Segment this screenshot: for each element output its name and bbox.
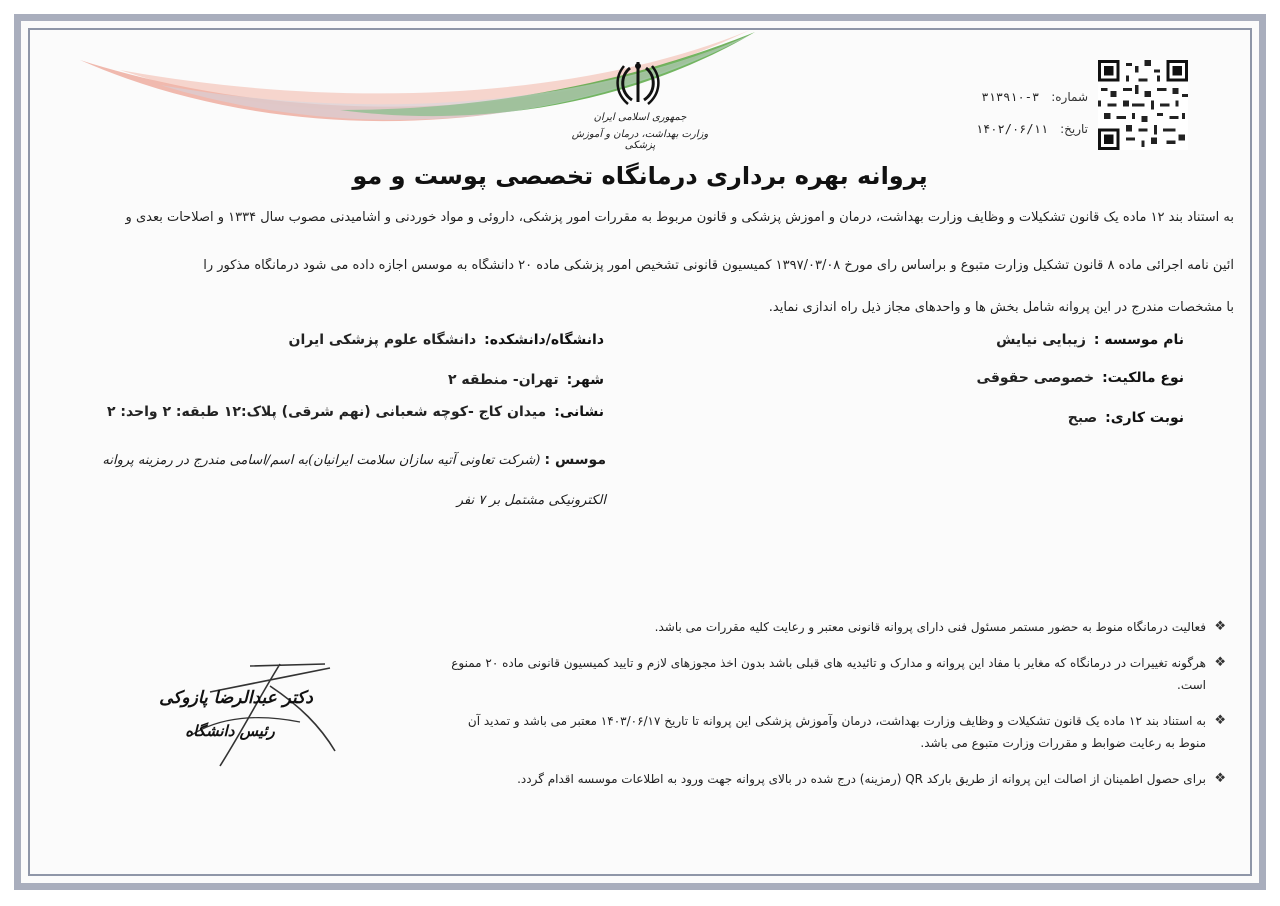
signature-scribble (150, 656, 340, 776)
note-text: برای حصول اطمینان از اصالت این پروانه از طریق بارکد QR (رمزینه) درج شده در بالای پروانه جهت ورود به اطلاعات موسسه اقدام گردد. (517, 772, 1206, 786)
city-value: تهران- منطقه ۲ (448, 372, 559, 388)
field-founder (100, 440, 606, 521)
note-item (440, 710, 1226, 754)
university-label: دانشگاه/دانشکده: (484, 332, 604, 348)
field-city (448, 372, 604, 388)
field-ownership-type (977, 370, 1184, 386)
letter-number-value: ۳-۳۱۳۹۱۰ (981, 90, 1040, 104)
note-text: هرگونه تغییرات در درمانگاه که مغایر با مفاد این پروانه و مدارک و تائیدیه های قبلی باشد بدون اخذ مجوزهای لازم و تایید کمیسیون قانونی ماده ۲۰ ممنوع است. (451, 656, 1206, 692)
city-label: شهر: (566, 372, 604, 388)
signatory-title: رئیس دانشگاه (185, 722, 275, 740)
work-shift-value: صبح (1067, 410, 1098, 426)
field-address (107, 404, 604, 420)
letter-number (960, 90, 1088, 104)
note-item (440, 768, 1226, 790)
founder-label: موسس : (544, 452, 606, 468)
ministry-name: وزارت بهداشت، درمان و آموزش پزشکی (571, 129, 709, 151)
field-work-shift (1068, 410, 1184, 426)
field-university (289, 332, 604, 348)
ownership-type-value: خصوصی حقوقی (976, 370, 1095, 386)
field-institute-name (996, 332, 1184, 348)
intro-line-3: با مشخصات مندرج در این پروانه شامل بخش ها و واحدهای مجاز ذیل راه اندازی نماید. (768, 300, 1234, 315)
letter-date-value: ۱۴۰۲/۰۶/۱۱ (975, 122, 1049, 136)
note-item (440, 616, 1226, 638)
page-title: پروانه بهره برداری درمانگاه تخصصی پوست و مو (352, 162, 928, 190)
iran-emblem-icon (612, 58, 664, 110)
qr-code-icon[interactable] (1097, 60, 1189, 150)
note-text: به استناد بند ۱۲ ماده یک قانون تشکیلات و وظایف وزارت بهداشت، درمان وآموزش پزشکی این پروانه تا تاریخ ۱۴۰۳/۰۶/۱۷ معتبر می باشد و تمدید آن منوط به رعایت ضوابط و مقررات وزارت متبوع می باشد. (467, 714, 1206, 750)
letter-date (960, 122, 1088, 136)
notes-list (440, 616, 1226, 804)
note-item (440, 652, 1226, 696)
intro-line-1: به استناد بند ۱۲ ماده یک قانون تشکیلات و وظایف وزارت بهداشت، درمان و آموزش پزشکی و قانون مربوط به مقررات امور پزشکی، داروئی و مواد خوردنی و آشامیدنی مصوب سال ۱۳۳۴ و اصلاحات بعدی و (125, 210, 1234, 225)
diamond-bullet-icon: ❖ (1214, 771, 1226, 786)
country-name: جمهوری اسلامی ایران (593, 112, 687, 123)
address-value: میدان کاج -کوچه شعبانی (نهم شرقی) پلاک:۱۲ طبقه: ۲ واحد: ۲ (106, 404, 547, 420)
letter-date-label: تاریخ: (1060, 122, 1088, 136)
institute-name-label: نام موسسه : (1093, 332, 1184, 348)
institute-name-value: زیبایی نیایش (996, 332, 1086, 348)
ministry-header (560, 112, 720, 151)
work-shift-label: نوبت کاری: (1105, 410, 1184, 426)
diamond-bullet-icon: ❖ (1214, 655, 1226, 670)
intro-line-2: آئین نامه اجرائی ماده ۸ قانون تشکیل وزارت متبوع و براساس رای مورخ ۱۳۹۷/۰۳/۰۸ کمیسیون قانونی تشخیص امور پزشکی ماده ۲۰ دانشگاه به موسس اجازه داده می شود درمانگاه مذکور را (203, 258, 1234, 273)
address-label: نشانی: (554, 404, 604, 420)
signatory-name: دکتر عبدالرضا پازوکی (159, 688, 313, 708)
university-value: دانشگاه علوم پزشکی ایران (288, 332, 477, 348)
note-text: فعالیت درمانگاه منوط به حضور مستمر مسئول فنی دارای پروانه قانونی معتبر و رعایت کلیه مقررات می باشد. (654, 620, 1206, 634)
ownership-type-label: نوع مالکیت: (1102, 370, 1184, 386)
letter-number-label: شماره: (1051, 90, 1088, 104)
diamond-bullet-icon: ❖ (1214, 713, 1226, 728)
founder-value: (شرکت تعاونی آتیه سازان سلامت ایرانیان)به اسم/اسامی مندرج در رمزینه پروانه الکترونیکی مشتمل بر ۷ نفر (102, 453, 606, 508)
diamond-bullet-icon: ❖ (1214, 619, 1226, 634)
